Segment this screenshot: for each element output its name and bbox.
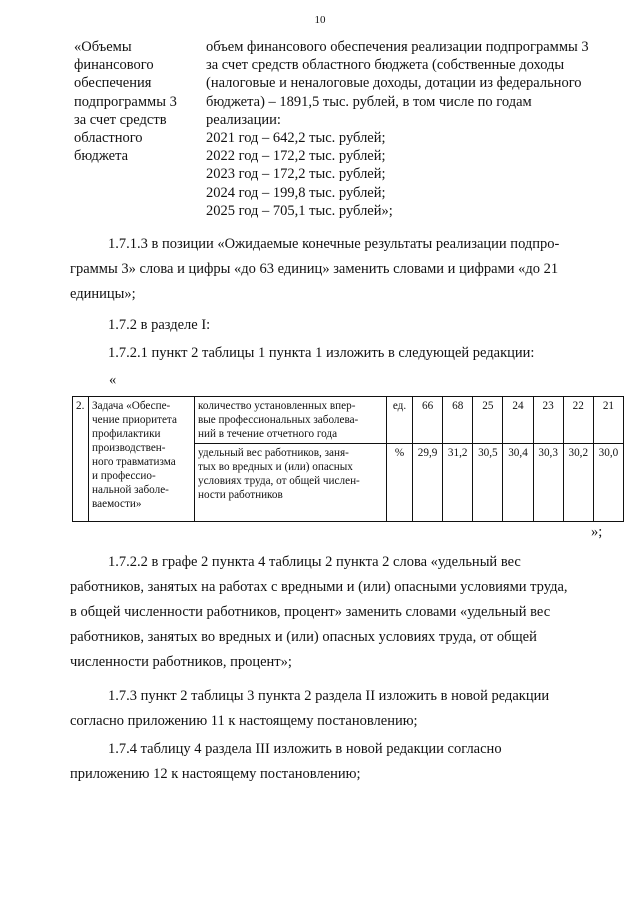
indicator-name-cell xyxy=(195,444,387,522)
task-line: производствен- xyxy=(92,442,166,454)
value-cell: 30,3 xyxy=(533,444,563,522)
paragraph-1-7-3 xyxy=(70,684,610,734)
funding-title-line: финансового xyxy=(74,57,154,74)
paragraph-1-7-2-1 xyxy=(70,341,610,366)
funding-text-line: бюджета) – 1891,5 тыс. рублей, в том числе по годам xyxy=(206,93,532,110)
funding-position-text xyxy=(206,38,616,220)
task-line: профилактики xyxy=(92,428,161,440)
task-line: Задача «Обеспе- xyxy=(92,400,171,412)
task-line: ного травматизма xyxy=(92,456,176,468)
paragraph-line: 1.7.2.1 пункт 2 таблицы 1 пункта 1 изложить в следующей редакции: xyxy=(108,345,535,361)
indicator-line: условиях труда, от общей числен- xyxy=(198,475,360,487)
paragraph-line: 1.7.1.3 в позиции «Ожидаемые конечные результаты реализации подпро- xyxy=(108,236,560,252)
funding-text-line: реализации: xyxy=(206,111,281,128)
task-line: ваемости» xyxy=(92,498,142,510)
task-line: нальной заболе- xyxy=(92,484,169,496)
paragraph-line: граммы 3» слова и цифры «до 63 единиц» заменить словами и цифрами «до 21 xyxy=(70,261,559,277)
funding-title-line: «Объемы xyxy=(74,39,132,55)
indicator-line: количество установленных впер- xyxy=(198,400,356,412)
funding-year-line: 2023 год – 172,2 тыс. рублей; xyxy=(206,166,386,183)
value-cell: 29,9 xyxy=(413,444,443,522)
funding-text-line: (налоговые и неналоговые доходы, дотации из федерального xyxy=(206,75,582,92)
paragraph-1-7-1-3 xyxy=(70,232,610,307)
value-cell: 30,5 xyxy=(473,444,503,522)
paragraph-line: 1.7.2.2 в графе 2 пункта 4 таблицы 2 пункта 2 слова «удельный вес xyxy=(108,554,521,570)
unit-cell: % xyxy=(387,444,413,522)
funding-year-line: 2022 год – 172,2 тыс. рублей; xyxy=(206,148,386,165)
value-cell: 23 xyxy=(533,397,563,444)
indicator-line: ности работников xyxy=(198,489,283,501)
paragraph-line: 1.7.2 в разделе I: xyxy=(108,317,211,333)
task-line: и профессио- xyxy=(92,470,156,482)
indicator-line: удельный вес работников, заня- xyxy=(198,447,349,459)
table-row xyxy=(73,397,624,444)
task-line: чение приоритета xyxy=(92,414,177,426)
paragraph-1-7-4 xyxy=(70,737,610,787)
indicator-name-cell xyxy=(195,397,387,444)
value-cell: 25 xyxy=(473,397,503,444)
value-cell: 68 xyxy=(443,397,473,444)
value-cell: 31,2 xyxy=(443,444,473,522)
paragraph-1-7-2-2 xyxy=(70,550,610,675)
funding-title-line: бюджета xyxy=(74,148,129,165)
unit-cell: ед. xyxy=(387,397,413,444)
paragraph-line: в общей численности работников, процент» заменить словами «удельный вес xyxy=(70,604,551,620)
value-cell: 30,0 xyxy=(593,444,623,522)
paragraph-line: 1.7.4 таблицу 4 раздела III изложить в новой редакции согласно xyxy=(108,741,502,757)
funding-text-line: за счет средств областного бюджета (собственные доходы xyxy=(206,57,565,74)
opening-quote: « xyxy=(109,372,117,388)
task-cell xyxy=(89,397,195,522)
funding-text-line: объем финансового обеспечения реализации подпрограммы 3 xyxy=(206,39,589,55)
funding-year-line: 2025 год – 705,1 тыс. рублей»; xyxy=(206,202,393,219)
paragraph-line: численности работников, процент»; xyxy=(70,654,292,670)
value-cell: 30,2 xyxy=(563,444,593,522)
paragraph-line: согласно приложению 11 к настоящему постановлению; xyxy=(70,713,418,729)
paragraph-line: приложению 12 к настоящему постановлению; xyxy=(70,766,361,782)
indicator-line: тых во вредных и (или) опасных xyxy=(198,461,353,473)
funding-title-line: областного xyxy=(74,130,143,147)
value-cell: 24 xyxy=(503,397,533,444)
page-number: 10 xyxy=(314,14,326,26)
paragraph-line: работников, занятых во вредных и (или) опасных условиях труда, от общей xyxy=(70,629,537,645)
paragraph-line: единицы»; xyxy=(70,286,136,302)
value-cell: 22 xyxy=(563,397,593,444)
indicators-table xyxy=(72,396,624,522)
funding-title-line: подпрограммы 3 xyxy=(74,93,177,110)
funding-title-line: за счет средств xyxy=(74,111,167,128)
paragraph-line: 1.7.3 пункт 2 таблицы 3 пункта 2 раздела II изложить в новой редакции xyxy=(108,688,550,704)
indicator-line: ний в течение отчетного года xyxy=(198,428,338,440)
value-cell: 21 xyxy=(593,397,623,444)
closing-quote: »; xyxy=(591,524,603,540)
paragraph-line: работников, занятых на работах с вредными и (или) опасными условиями труда, xyxy=(70,579,568,595)
funding-year-line: 2021 год – 642,2 тыс. рублей; xyxy=(206,130,386,147)
funding-title-line: обеспечения xyxy=(74,75,152,92)
value-cell: 66 xyxy=(413,397,443,444)
value-cell: 30,4 xyxy=(503,444,533,522)
paragraph-1-7-2 xyxy=(70,313,610,338)
indicator-line: вые профессиональных заболева- xyxy=(198,414,359,426)
funding-position-title xyxy=(74,38,192,165)
row-number-cell: 2. xyxy=(73,397,89,522)
funding-year-line: 2024 год – 199,8 тыс. рублей; xyxy=(206,184,386,201)
